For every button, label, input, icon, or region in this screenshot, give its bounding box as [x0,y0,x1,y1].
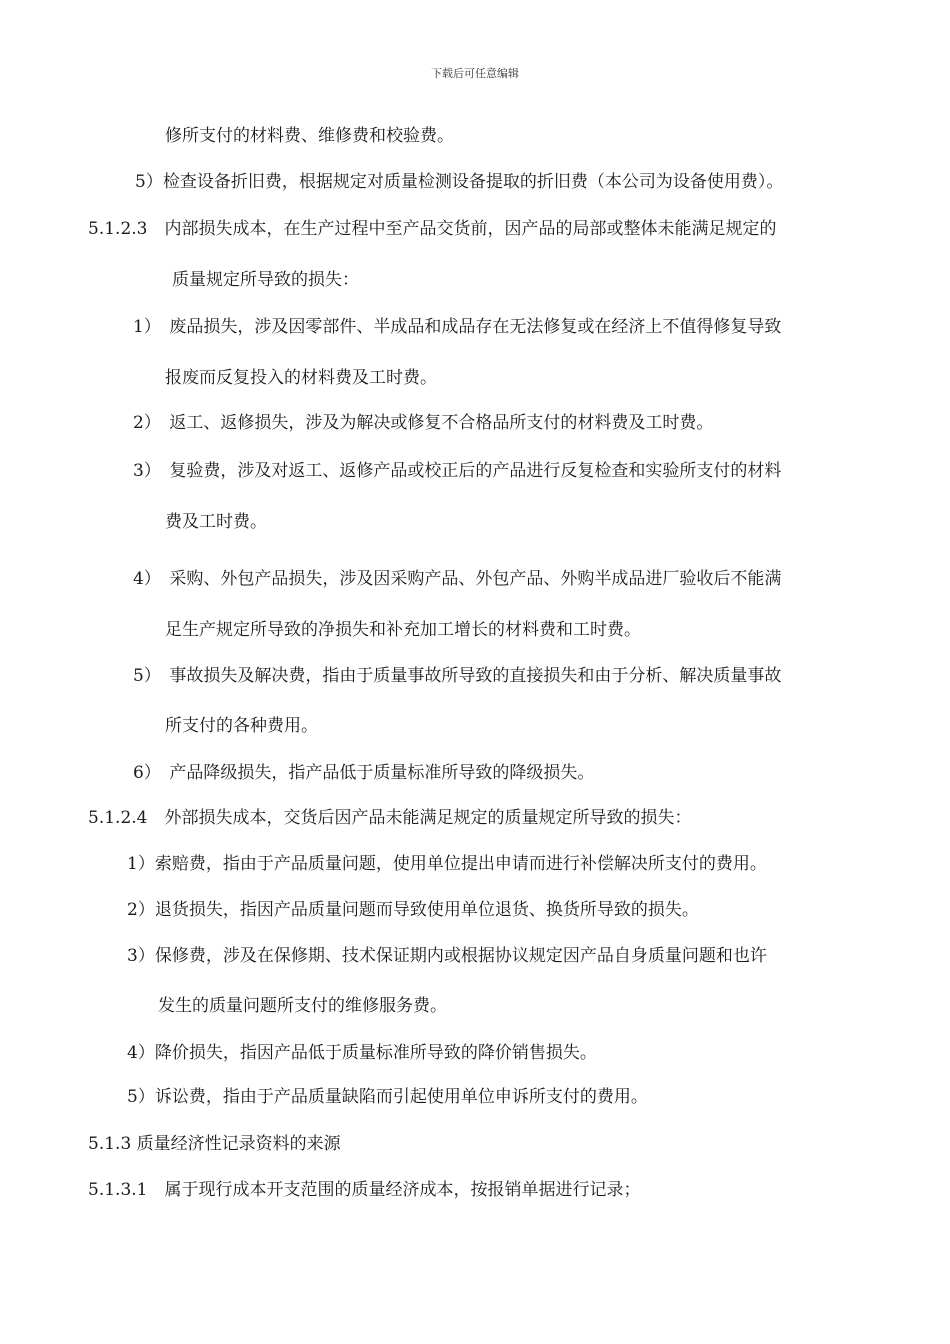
paragraph-line: 发生的质量问题所支付的维修服务费。 [158,996,447,1016]
paragraph-line: 质量规定所导致的损失： [172,270,359,290]
section-heading: 5.1.2.3 内部损失成本，在生产过程中至产品交货前，因产品的局部或整体未能满足规定的 [88,219,777,239]
list-item: 6） 产品降级损失，指产品低于质量标准所导致的降级损失。 [133,763,595,783]
list-item: 4）降价损失，指因产品低于质量标准所导致的降价销售损失。 [127,1043,597,1063]
section-heading: 5.1.2.4 外部损失成本，交货后因产品未能满足规定的质量规定所导致的损失： [88,808,692,828]
list-item: 4） 采购、外包产品损失，涉及因采购产品、外包产品、外购半成品进厂验收后不能满 [133,569,782,589]
list-item: 5）检查设备折旧费，根据规定对质量检测设备提取的折旧费（本公司为设备使用费）。 [135,172,784,192]
paragraph-line: 报废而反复投入的材料费及工时费。 [165,368,437,388]
paragraph-line: 费及工时费。 [165,512,267,532]
list-item: 3） 复验费，涉及对返工、返修产品或校正后的产品进行反复检查和实验所支付的材料 [133,461,782,481]
list-item: 2） 返工、返修损失，涉及为解决或修复不合格品所支付的材料费及工时费。 [133,413,714,433]
list-item: 5）诉讼费，指由于产品质量缺陷而引起使用单位申诉所支付的费用。 [127,1087,648,1107]
paragraph-line: 所支付的各种费用。 [165,716,318,736]
section-heading: 5.1.3 质量经济性记录资料的来源 [88,1134,341,1154]
list-item: 1） 废品损失，涉及因零部件、半成品和成品存在无法修复或在经济上不值得修复导致 [133,317,782,337]
list-item: 5） 事故损失及解决费，指由于质量事故所导致的直接损失和由于分析、解决质量事故 [133,666,782,686]
list-item: 1）索赔费，指由于产品质量问题，使用单位提出申请而进行补偿解决所支付的费用。 [127,854,767,874]
list-item: 3）保修费，涉及在保修期、技术保证期内或根据协议规定因产品自身质量问题和也许 [127,946,767,966]
paragraph-line: 足生产规定所导致的净损失和补充加工增长的材料费和工时费。 [165,620,641,640]
paragraph-line: 修所支付的材料费、维修费和校验费。 [165,126,454,146]
list-item: 2）退货损失，指因产品质量问题而导致使用单位退货、换货所导致的损失。 [127,900,699,920]
section-heading: 5.1.3.1 属于现行成本开支范围的质量经济成本，按报销单据进行记录； [88,1180,641,1200]
page-header: 下载后可任意编辑 [431,67,519,80]
